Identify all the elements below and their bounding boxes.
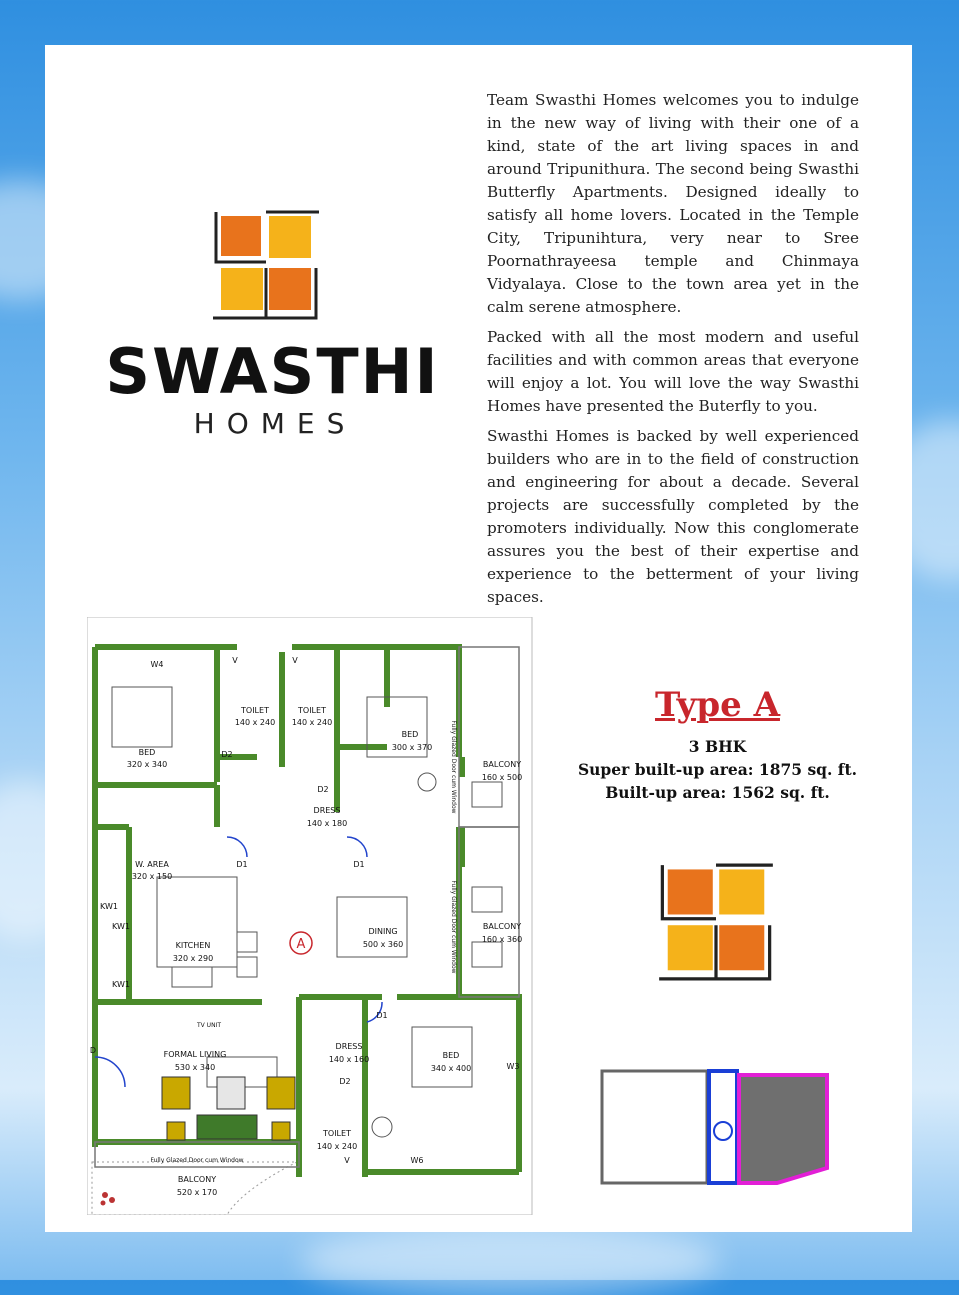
plan-label-glazed: Fully Glazed Door cum Window — [450, 880, 457, 974]
intro-paragraph: Swasthi Homes is backed by well experienced builders who are in to the field of construction and engineering for about a decade. Several projects are successfully completed by the promoters individually. Now this conglomerate assures you the best of their expertise and experience to the betterment of your living spaces. — [487, 427, 859, 606]
brochure-card — [45, 45, 912, 1232]
room-toilet-2: TOILET — [298, 706, 326, 715]
room-bed-3: BED — [442, 1051, 460, 1060]
room-balcony-2-size: 160 x 360 — [481, 935, 523, 944]
plan-label-kw1: KW1 — [112, 922, 130, 931]
garden-plant-icon — [101, 1192, 116, 1206]
key-plan — [597, 1063, 837, 1191]
plan-label-w6: W6 — [410, 1156, 424, 1165]
room-dress-2-size: 140 x 160 — [328, 1055, 370, 1064]
plan-label-w4: W4 — [150, 660, 164, 669]
intro-paragraph: Team Swasthi Homes welcomes you to indulge in the new way of living with their one of a kind, state of the art living spaces in and around Tripunithura. The second being Swasthi Butterfly Apartments. Designed ideally to satisfy all home lovers. Located in the Temple City, Tripunihtura, very near to Sree Poornathrayeesa temple and Chinmaya Vidyalaya. Close to the town area yet in the calm serene atmosphere. — [487, 91, 859, 316]
plan-label-tv-unit: TV UNIT — [197, 1022, 221, 1029]
plan-label-d1: D1 — [353, 860, 365, 869]
plan-label-glazed: Fully Glazed Door cum Window — [450, 720, 457, 814]
super-built-up-area: Super built-up area: 1875 sq. ft. — [577, 760, 858, 779]
room-balcony-1: BALCONY — [482, 760, 522, 769]
swasthi-logo-icon — [657, 863, 775, 981]
room-dining-size: 500 x 360 — [362, 940, 404, 949]
floor-plan — [87, 617, 537, 1215]
room-dining: DINING — [368, 927, 398, 936]
room-balcony-3: BALCONY — [177, 1175, 217, 1184]
room-toilet-1: TOILET — [241, 706, 269, 715]
intro-paragraph: Packed with all the most modern and useful facilities and with common areas that everyone will enjoy a lot. You will love the way Swasthi Homes have presented the Buterfly to you. — [487, 328, 859, 415]
plan-label-d1: D1 — [236, 860, 248, 869]
room-bed-1: BED — [138, 748, 156, 757]
plan-label-kw1: KW1 — [112, 980, 130, 989]
type-title: Type A — [655, 685, 780, 725]
cloud — [300, 1225, 720, 1295]
room-toilet-3-size: 140 x 240 — [316, 1142, 358, 1151]
plan-label-v: V — [292, 656, 298, 665]
room-dress-1: DRESS — [313, 806, 341, 815]
plan-label-kw1: KW1 — [100, 902, 118, 911]
room-balcony-2: BALCONY — [482, 922, 522, 931]
room-w-area-size: 320 x 150 — [131, 872, 173, 881]
bhk-label: 3 BHK — [688, 737, 747, 756]
room-kitchen-size: 320 x 290 — [172, 954, 214, 963]
built-up-area: Built-up area: 1562 sq. ft. — [605, 783, 830, 802]
room-kitchen: KITCHEN — [175, 941, 211, 950]
intro-text — [487, 89, 859, 616]
brand-name: SWASTHI — [105, 335, 440, 408]
sofa-set — [162, 1077, 295, 1140]
room-bed-2: BED — [401, 730, 419, 739]
room-w-area: W. AREA — [135, 860, 169, 869]
plan-label-d2: D2 — [339, 1077, 351, 1086]
unit-marker-label: A — [296, 937, 306, 952]
room-bed-1-size: 320 x 340 — [126, 760, 168, 769]
room-dress-2: DRESS — [335, 1042, 363, 1051]
room-toilet-2-size: 140 x 240 — [291, 718, 333, 727]
room-toilet-3: TOILET — [323, 1129, 351, 1138]
room-toilet-1-size: 140 x 240 — [234, 718, 276, 727]
room-balcony-1-size: 160 x 500 — [481, 773, 523, 782]
room-bed-2-size: 300 x 370 — [391, 743, 433, 752]
plan-label-d2: D2 — [317, 785, 329, 794]
brand-subtitle: HOMES — [193, 407, 357, 440]
plan-label-door: D — [89, 1046, 97, 1055]
plan-label-glazed: Fully Glazed Door cum Window — [150, 1157, 244, 1164]
room-formal-living: FORMAL LIVING — [163, 1050, 227, 1059]
room-dress-1-size: 140 x 180 — [306, 819, 348, 828]
plan-label-d1: D1 — [376, 1011, 388, 1020]
plan-label-d2: D2 — [221, 750, 233, 759]
room-balcony-3-size: 520 x 170 — [176, 1188, 218, 1197]
plan-label-v: V — [232, 656, 238, 665]
room-formal-living-size: 530 x 340 — [174, 1063, 216, 1072]
swasthi-logo-icon — [211, 210, 321, 320]
plan-label-v: V — [344, 1156, 350, 1165]
plan-label-w3: W3 — [506, 1062, 520, 1071]
room-bed-3-size: 340 x 400 — [430, 1064, 472, 1073]
